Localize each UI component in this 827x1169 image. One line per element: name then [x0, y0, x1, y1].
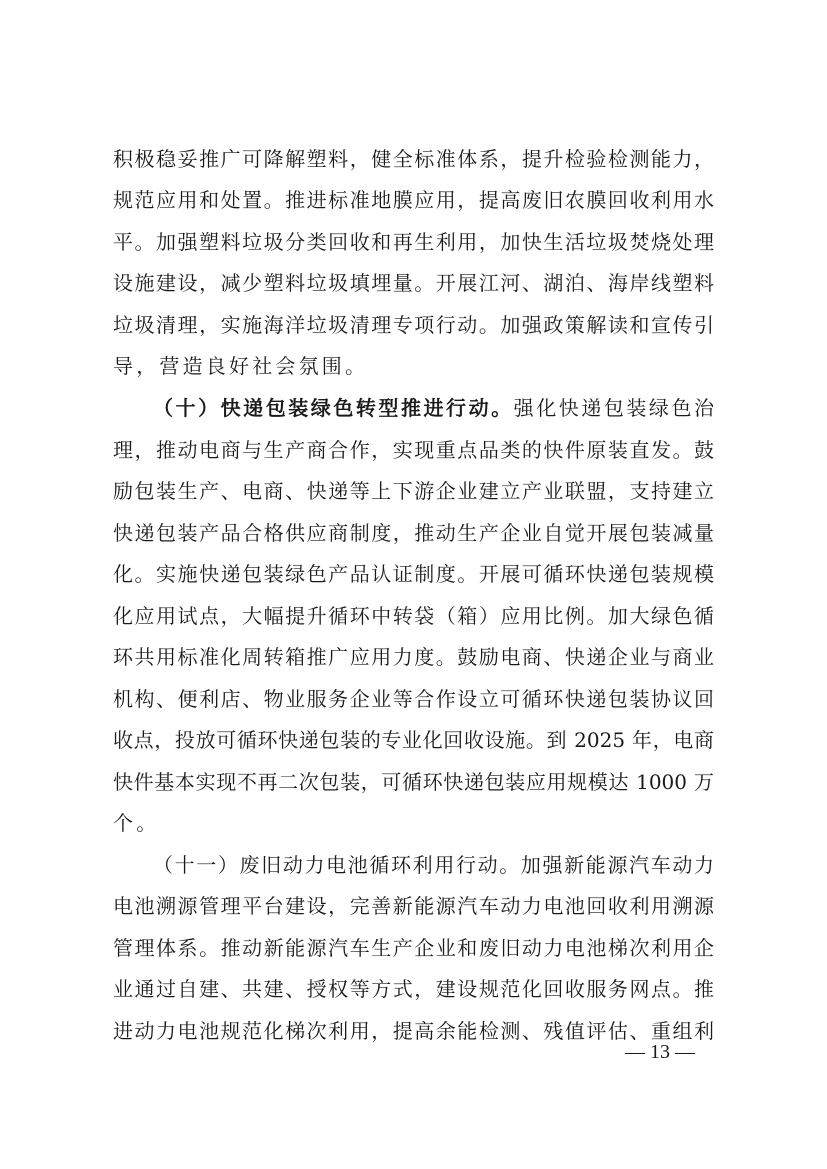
- text-line: 化。实施快递包装绿色产品认证制度。开展可循环快递包装规模: [113, 562, 714, 586]
- section-10-lead: 强化快递包装绿色治: [513, 396, 715, 420]
- text-line: 积极稳妥推广可降解塑料，健全标准体系，提升检验检测能力，: [113, 147, 714, 171]
- section-11-lead: 加强新能源汽车动力: [520, 853, 715, 877]
- text-line: 业通过自建、共建、授权等方式，建设规范化回收服务网点。推: [113, 977, 714, 1001]
- text-line: 励包装生产、电商、快递等上下游企业建立产业联盟，支持建立: [113, 479, 714, 503]
- text-line: 导，营造良好社会氛围。: [113, 354, 369, 378]
- text-line: 收点，投放可循环快递包装的专业化回收设施。到 2025 年，电商: [113, 728, 714, 752]
- text-line: 机构、便利店、物业服务企业等合作设立可循环快递包装协议回: [113, 687, 714, 711]
- text-line: 平。加强塑料垃圾分类回收和再生利用，加快生活垃圾焚烧处理: [113, 230, 714, 254]
- page-number: — 13 —: [625, 1041, 695, 1063]
- text-line: 环共用标准化周转箱推广应用力度。鼓励电商、快递企业与商业: [113, 645, 714, 669]
- text-line: 电池溯源管理平台建设，完善新能源汽车动力电池回收利用溯源: [113, 894, 714, 918]
- text-line: 管理体系。推动新能源汽车生产企业和废旧动力电池梯次利用企: [113, 936, 714, 960]
- text-line: 垃圾清理，实施海洋垃圾清理专项行动。加强政策解读和宣传引: [113, 313, 714, 337]
- text-line: 个。: [113, 811, 160, 835]
- section-11-first-line: [153, 853, 714, 877]
- section-10-heading: （十）快递包装绿色转型推进行动。: [153, 396, 514, 420]
- section-11-heading: （十一）废旧动力电池循环利用行动。: [153, 853, 521, 877]
- text-line: 设施建设，减少塑料垃圾填埋量。开展江河、湖泊、海岸线塑料: [113, 271, 714, 295]
- text-line: 快件基本实现不再二次包装，可循环快递包装应用规模达 1000 万: [113, 770, 714, 794]
- text-line: 快递包装产品合格供应商制度，推动生产企业自觉开展包装减量: [113, 521, 714, 545]
- section-10-first-line: [153, 396, 714, 420]
- text-line: 化应用试点，大幅提升循环中转袋（箱）应用比例。加大绿色循: [113, 604, 714, 628]
- text-line: 理，推动电商与生产商合作，实现重点品类的快件原装直发。鼓: [113, 438, 714, 462]
- text-line: 进动力电池规范化梯次利用，提高余能检测、残值评估、重组利: [113, 1019, 714, 1043]
- text-line: 规范应用和处置。推进标准地膜应用，提高废旧农膜回收利用水: [113, 188, 714, 212]
